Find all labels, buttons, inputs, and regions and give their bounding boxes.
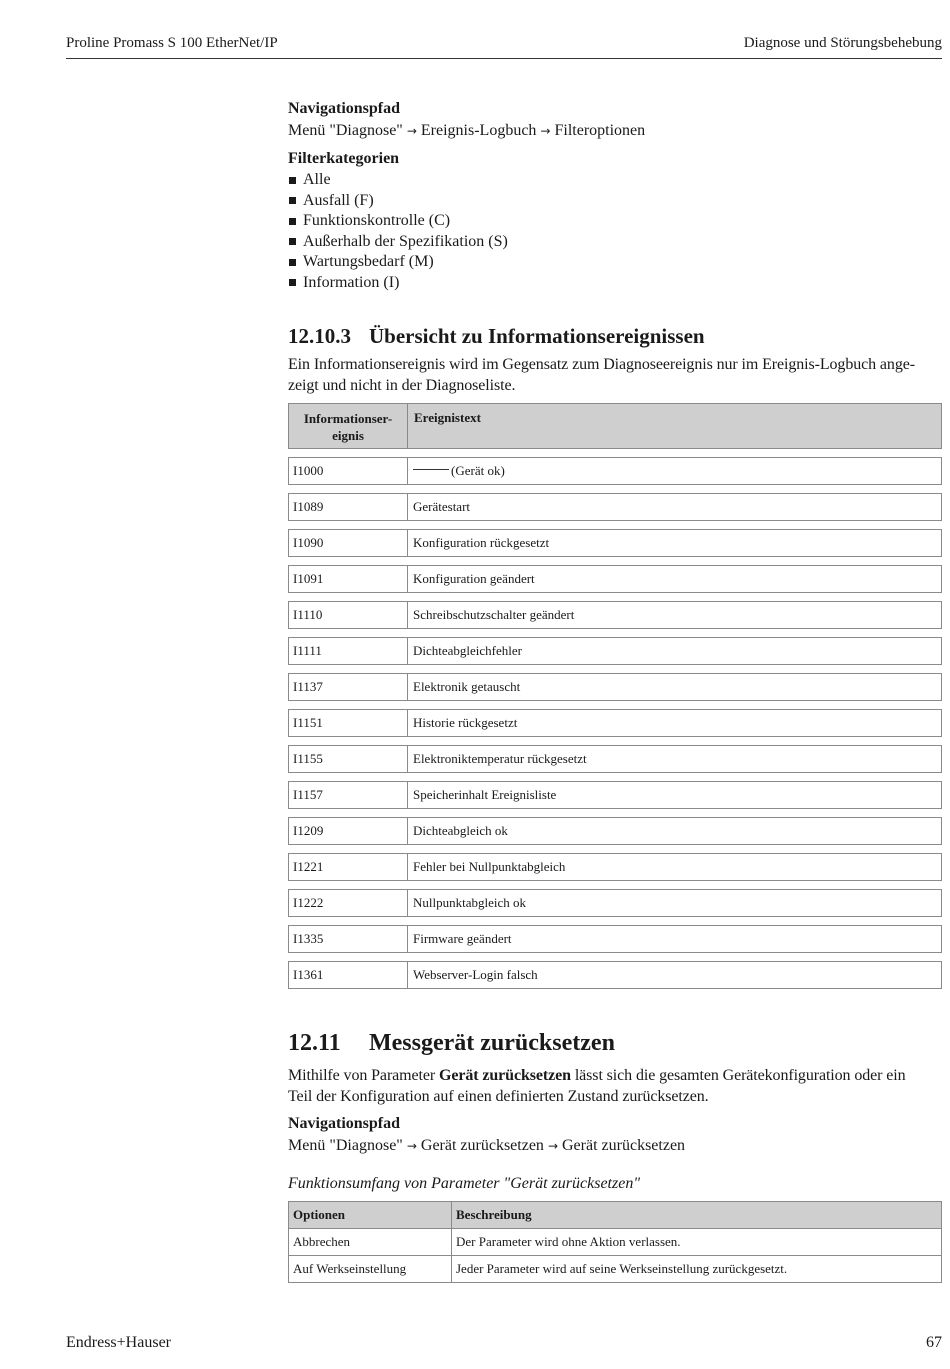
nav-path-part: Gerät zurücksetzen (562, 1137, 686, 1154)
nav-path-part: Gerät zurücksetzen (420, 1137, 544, 1154)
section-number: 12.11 (288, 1030, 341, 1056)
section-heading (288, 1030, 942, 1056)
event-code-cell: I1221 (289, 854, 408, 880)
column-header-event-text: Ereignistext (414, 410, 481, 425)
event-text-cell: Fehler bei Nullpunktabgleich (413, 859, 566, 874)
event-text-cell: Konfiguration rückgesetzt (413, 535, 550, 550)
table-row (288, 457, 942, 485)
list-item (288, 191, 942, 212)
table-header (289, 1202, 942, 1229)
event-code-cell: I1222 (289, 890, 408, 916)
list-item (288, 170, 942, 191)
arrow-right-icon: → (547, 1139, 558, 1153)
option-cell: Abbrechen (289, 1229, 452, 1256)
filter-categories-list (288, 170, 942, 293)
section-heading (288, 323, 942, 349)
square-bullet-icon (289, 197, 296, 204)
table-row (288, 601, 942, 629)
arrow-right-icon: → (540, 124, 551, 138)
content-bottom (288, 1030, 942, 1283)
table-row (288, 745, 942, 773)
header-chapter-title: Diagnose und Störungsbehebung (743, 35, 942, 51)
section-intro-text (288, 355, 942, 396)
header-product-title: Proline Promass S 100 EtherNet/IP (66, 35, 278, 51)
nav-path-part: Filteroptionen (554, 122, 646, 139)
event-code-cell: I1110 (289, 602, 408, 628)
list-item-label: Außerhalb der Spezifikation (S) (303, 232, 508, 250)
square-bullet-icon (289, 259, 296, 266)
square-bullet-icon (289, 279, 296, 286)
list-item (288, 232, 942, 253)
event-code-cell: I1000 (289, 458, 408, 484)
page-header (66, 33, 942, 59)
table-row (288, 709, 942, 737)
page-footer (66, 1334, 942, 1352)
section-intro-text: Mithilfe von Parameter Gerät zurücksetzen lässt sich die gesamten Gerätekonfiguration oder ein Teil der Konfiguration auf einen definierten Zustand zurücksetzen. (288, 1067, 906, 1105)
text-line: zeigt und nicht in der Diagnoseliste. (288, 376, 516, 394)
event-text-cell (408, 458, 941, 484)
event-text: (Gerät ok) (451, 463, 505, 478)
table-row (288, 637, 942, 665)
event-text-cell: Firmware geändert (413, 931, 512, 946)
table-row (288, 961, 942, 989)
dash-line-icon (413, 469, 449, 470)
parameter-name: Gerät zurücksetzen (439, 1067, 571, 1084)
page-number: 67 (926, 1334, 942, 1351)
table-row (289, 1256, 942, 1283)
nav-path-part: Menü "Diagnose" (288, 122, 403, 139)
column-header-description: Beschreibung (452, 1202, 942, 1229)
event-text-cell: Dichteabgleichfehler (413, 643, 522, 658)
square-bullet-icon (289, 218, 296, 225)
table-row (288, 853, 942, 881)
event-text-cell: Gerätestart (413, 499, 471, 514)
event-text-cell: Historie rückgesetzt (413, 715, 518, 730)
footer-company: Endress+Hauser (66, 1334, 171, 1351)
description-cell: Der Parameter wird ohne Aktion verlassen. (452, 1229, 942, 1256)
list-item-label: Wartungsbedarf (M) (303, 253, 434, 270)
column-header-options: Optionen (289, 1202, 452, 1229)
event-code-cell: I1209 (289, 818, 408, 844)
event-code-cell: I1335 (289, 926, 408, 952)
table-row (288, 673, 942, 701)
nav-path-part: Ereignis-Logbuch (420, 122, 537, 139)
section-title: Übersicht zu Informationsereignissen (369, 324, 705, 348)
reset-options-table (288, 1201, 942, 1283)
event-code-cell: I1090 (289, 530, 408, 556)
event-text-cell: Speicherinhalt Ereignisliste (413, 787, 557, 802)
list-item-label: Alle (303, 171, 331, 188)
information-events-table (288, 403, 942, 989)
list-item (288, 273, 942, 294)
nav-path (288, 120, 942, 142)
section-number: 12.10.3 (288, 324, 351, 348)
event-text-cell: Dichteabgleich ok (413, 823, 508, 838)
event-text-cell: Konfiguration geändert (413, 571, 535, 586)
filter-categories-title: Filterkategorien (288, 150, 400, 167)
event-text-cell: Webserver-Login falsch (413, 967, 538, 982)
event-code-cell: I1361 (289, 962, 408, 988)
nav-path-part: Menü "Diagnose" (288, 1137, 403, 1154)
event-code-cell: I1157 (289, 782, 408, 808)
table-row (288, 889, 942, 917)
event-code-cell: I1151 (289, 710, 408, 736)
square-bullet-icon (289, 177, 296, 184)
table-caption: Funktionsumfang von Parameter "Gerät zurücksetzen" (288, 1175, 641, 1192)
table-row (288, 925, 942, 953)
list-item-label: Funktionskontrolle (C) (303, 212, 451, 229)
list-item (288, 211, 942, 232)
event-code-cell: I1155 (289, 746, 408, 772)
table-row (288, 529, 942, 557)
nav-path (288, 1135, 942, 1157)
text-line: Ein Informationsereignis wird im Gegensatz zum Diagnoseereignis nur im Ereignis-Logbuch ange- (288, 356, 915, 373)
table-row (288, 817, 942, 845)
event-code-cell: I1091 (289, 566, 408, 592)
table-row (288, 781, 942, 809)
description-cell: Jeder Parameter wird auf seine Werkseinstellung zurückgesetzt. (452, 1256, 942, 1283)
list-item (288, 252, 942, 273)
list-item-label: Information (I) (303, 273, 400, 291)
table-row (288, 565, 942, 593)
table-header (288, 403, 942, 449)
section-title: Messgerät zurücksetzen (369, 1030, 615, 1056)
table-body (288, 457, 942, 989)
event-text-cell: Nullpunktabgleich ok (413, 895, 527, 910)
table-row (289, 1229, 942, 1256)
nav-path-title: Navigationspfad (288, 100, 401, 117)
event-code-cell: I1111 (289, 638, 408, 664)
square-bullet-icon (289, 238, 296, 245)
event-text-cell: Elektronik getauscht (413, 679, 521, 694)
list-item-label: Ausfall (F) (303, 191, 374, 209)
event-code-cell: I1137 (289, 674, 408, 700)
option-cell: Auf Werkseinstellung (289, 1256, 452, 1283)
column-header-event: Informationser- eignis (289, 404, 408, 448)
arrow-right-icon: → (406, 124, 417, 138)
event-code-cell: I1089 (289, 494, 408, 520)
nav-path-title: Navigationspfad (288, 1115, 401, 1132)
event-text-cell: Elektroniktemperatur rückgesetzt (413, 751, 587, 766)
content-top (288, 98, 942, 396)
table-row (288, 493, 942, 521)
event-text-cell: Schreibschutzschalter geändert (413, 607, 575, 622)
arrow-right-icon: → (406, 1139, 417, 1153)
